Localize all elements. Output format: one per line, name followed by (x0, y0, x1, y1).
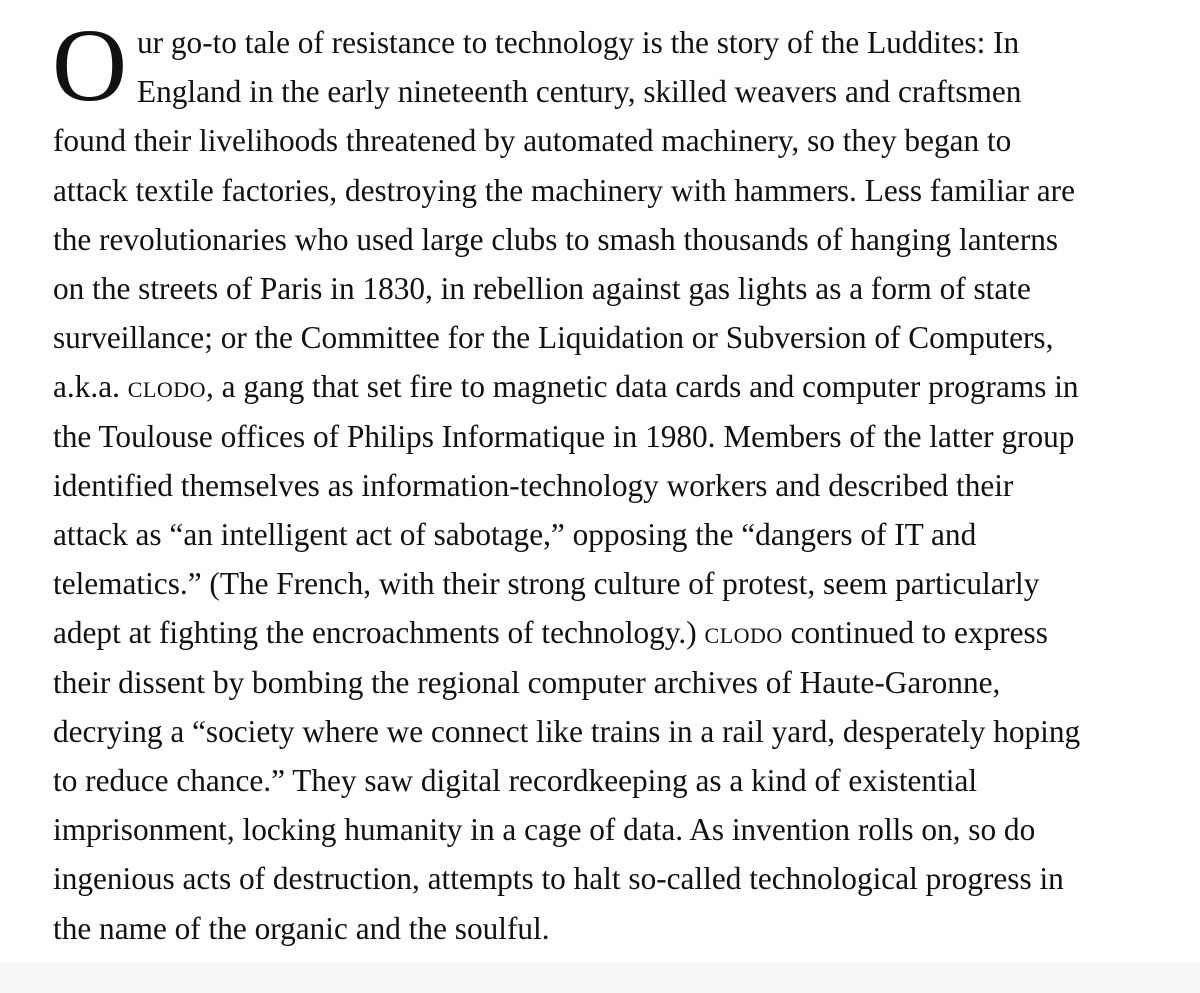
clodo-acronym: clodo (704, 615, 783, 651)
paragraph-line: on the streets of Paris in 1830, in rebellion against gas lights as a form of state (53, 271, 1031, 307)
paragraph-line (53, 362, 1163, 411)
paragraph-line: ur go-to tale of resistance to technology is the story of the Luddites: In (137, 25, 1020, 60)
paragraph-line: surveillance; or the Committee for the Liquidation or Subversion of Computers, (53, 320, 1054, 356)
paragraph-line: their dissent by bombing the regional computer archives of Haute-Garonne, (53, 664, 1001, 700)
paragraph-line (53, 608, 1163, 657)
paragraph-line: the Toulouse offices of Philips Informatique in 1980. Members of the latter group (53, 418, 1075, 454)
line-text: continued to express (782, 615, 1048, 651)
paragraph-line: the name of the organic and the soulful. (53, 910, 550, 946)
paragraph-line: England in the early nineteenth century, skilled weavers and craftsmen (137, 74, 1022, 110)
drop-cap: O (52, 8, 128, 123)
line-text: adept at fighting the encroachments of technology.) (53, 615, 705, 651)
paragraph-line: identified themselves as information-technology workers and described their (53, 467, 1014, 503)
paragraph-line: imprisonment, locking humanity in a cage of data. As invention rolls on, so do (53, 812, 1036, 848)
article-paragraph (52, 8, 1163, 953)
paragraph-line: telematics.” (The French, with their strong culture of protest, seem particularly (53, 566, 1040, 602)
paragraph-line: decrying a “society where we connect like trains in a rail yard, desperately hoping (53, 713, 1081, 749)
paragraph-line: to reduce chance.” They saw digital recordkeeping as a kind of existential (53, 763, 978, 799)
clodo-acronym: clodo (127, 369, 207, 405)
line-text: a.k.a. (53, 369, 128, 405)
paragraph-line: attack textile factories, destroying the machinery with hammers. Less familiar are (53, 172, 1075, 208)
paragraph-line: ingenious acts of destruction, attempts to halt so-called technological progress in (53, 861, 1064, 897)
paragraph-line: the revolutionaries who used large clubs to smash thousands of hanging lanterns (53, 221, 1059, 257)
paragraph-line: found their livelihoods threatened by automated machinery, so they began to (53, 123, 1012, 159)
paragraph-line: attack as “an intelligent act of sabotage,” opposing the “dangers of IT and (53, 517, 977, 553)
bottom-strip (0, 963, 1200, 993)
line-text: , a gang that set fire to magnetic data cards and computer programs in (206, 369, 1079, 405)
